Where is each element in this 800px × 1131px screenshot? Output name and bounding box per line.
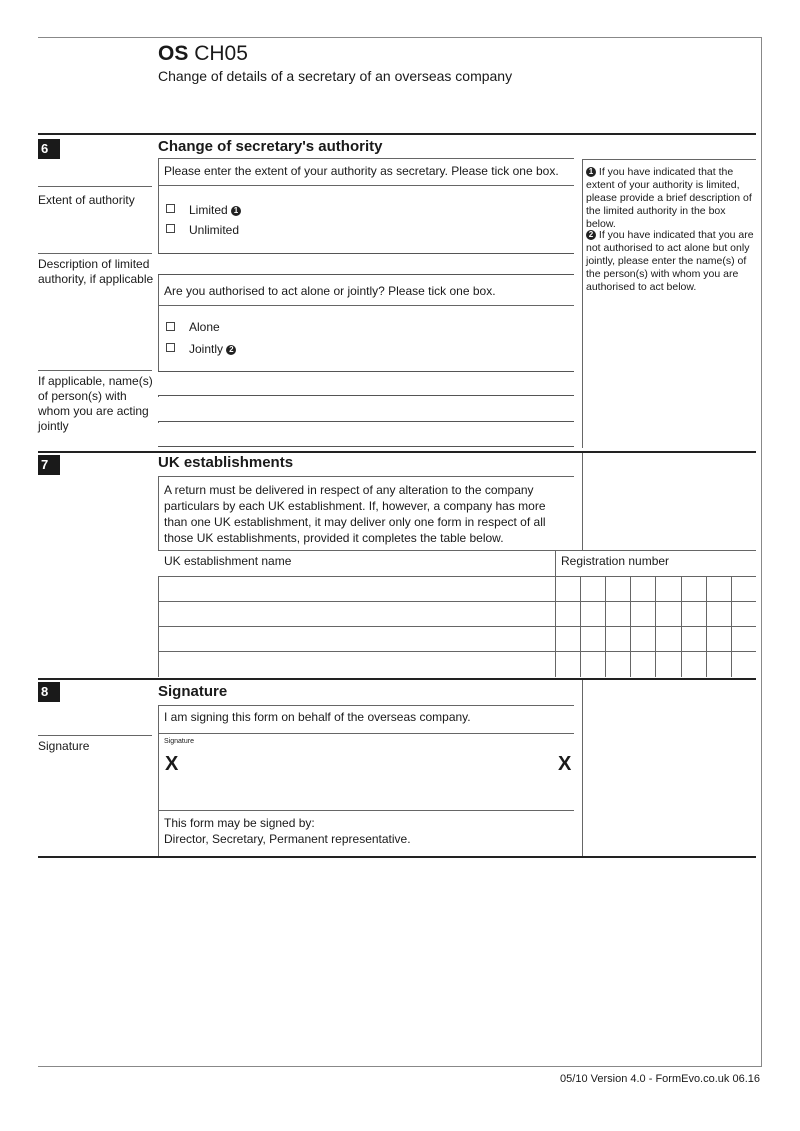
registration-digit-cell[interactable]	[707, 652, 730, 676]
signed-by-title: This form may be signed by:	[164, 816, 315, 830]
note-1-badge-icon: 1	[231, 206, 241, 216]
registration-digit-cell[interactable]	[606, 577, 629, 601]
note-2-icon: 2	[586, 230, 596, 240]
registration-digit-cell[interactable]	[631, 627, 654, 651]
registration-digit-cell[interactable]	[656, 577, 679, 601]
alone-option-label: Alone	[189, 320, 220, 334]
section7-left-edge	[158, 477, 159, 550]
page-top-border	[38, 37, 762, 38]
section8-rule	[38, 678, 756, 680]
form-code	[158, 42, 248, 66]
registration-digit-cell[interactable]	[606, 602, 629, 626]
section7-number: 7	[38, 455, 60, 475]
joint-person-input-1[interactable]	[158, 372, 574, 395]
form-code-bold: OS	[158, 42, 189, 65]
joint-person-field-2[interactable]	[158, 397, 574, 422]
note-2-text: If you have indicated that you are not authorised to act alone but only jointly, please enter the name(s) of the person(s) with whom you are authorised to act below.	[586, 229, 754, 293]
section6-notes-edge	[582, 159, 583, 448]
signature-label-rule	[38, 735, 152, 736]
registration-digit-cell[interactable]	[556, 627, 579, 651]
signature-box[interactable]	[158, 734, 574, 810]
signed-by-list: Director, Secretary, Permanent representative.	[164, 832, 411, 846]
note-2	[586, 229, 758, 294]
description-label: Description of limited authority, if applicable	[38, 257, 154, 286]
col-header-establishment-name: UK establishment name	[164, 554, 292, 568]
signature-mark-right: X	[558, 753, 572, 775]
establishment-name-input[interactable]	[159, 652, 554, 676]
alone-checkbox[interactable]	[166, 322, 175, 331]
jointly-label-text: Jointly	[189, 342, 224, 356]
establishments-table	[158, 576, 756, 677]
registration-digit-cell[interactable]	[631, 602, 654, 626]
unlimited-checkbox[interactable]	[166, 224, 175, 233]
section8-title: Signature	[158, 683, 228, 700]
table-column-rule	[630, 576, 631, 677]
persons-label-rule	[38, 370, 152, 371]
registration-digit-cell[interactable]	[732, 652, 755, 676]
registration-digit-cell[interactable]	[682, 652, 705, 676]
joint-person-input-3[interactable]	[158, 423, 574, 446]
registration-digit-cell[interactable]	[606, 652, 629, 676]
signature-mark-left: X	[165, 753, 179, 775]
section6-notes-top	[582, 159, 756, 160]
section8-title-rule	[158, 705, 574, 706]
registration-digit-cell[interactable]	[606, 627, 629, 651]
signature-box-caption: Signature	[164, 738, 194, 745]
registration-digit-cell[interactable]	[556, 577, 579, 601]
table-column-rule	[706, 576, 707, 677]
table-column-rule	[681, 576, 682, 677]
registration-digit-cell[interactable]	[732, 627, 755, 651]
jointly-option-label	[189, 341, 236, 357]
limited-authority-description-field[interactable]	[158, 253, 574, 275]
page-bottom-border	[38, 1066, 762, 1067]
registration-digit-cell[interactable]	[682, 602, 705, 626]
section6-rule	[38, 133, 756, 135]
section8-instruction: I am signing this form on behalf of the overseas company.	[164, 710, 471, 724]
limited-option-label	[189, 202, 241, 218]
section8-number: 8	[38, 682, 60, 702]
extent-label-rule	[38, 186, 152, 187]
footer-version: 05/10 Version 4.0 - FormEvo.co.uk 06.16	[560, 1073, 760, 1085]
unlimited-option-label: Unlimited	[189, 223, 240, 237]
registration-digit-cell[interactable]	[556, 652, 579, 676]
table-column-rule	[555, 550, 556, 677]
registration-digit-cell[interactable]	[656, 627, 679, 651]
section8-bottom-rule	[38, 856, 756, 858]
table-column-rule	[731, 576, 732, 677]
table-column-rule	[580, 576, 581, 677]
registration-digit-cell[interactable]	[656, 602, 679, 626]
registration-digit-cell[interactable]	[732, 602, 755, 626]
section6-instruction: Please enter the extent of your authority as secretary. Please tick one box.	[164, 164, 559, 178]
registration-digit-cell[interactable]	[631, 577, 654, 601]
table-column-rule	[605, 576, 606, 677]
limited-authority-description-input[interactable]	[158, 254, 574, 274]
joint-person-field-3[interactable]	[158, 423, 574, 447]
signature-label: Signature	[38, 739, 90, 753]
section7-notes-edge	[582, 453, 583, 550]
registration-digit-cell[interactable]	[581, 627, 604, 651]
joint-person-field-1[interactable]	[158, 371, 574, 396]
table-column-rule	[655, 576, 656, 677]
note-1	[586, 166, 758, 231]
note-2-badge-icon: 2	[226, 345, 236, 355]
act-instruction-rule	[158, 305, 574, 306]
section7-title-rule	[158, 476, 574, 477]
section7-title: UK establishments	[158, 454, 294, 471]
registration-digit-cell[interactable]	[556, 602, 579, 626]
section7-rule	[38, 451, 756, 453]
establishment-name-input[interactable]	[159, 577, 554, 601]
section7-instruction: A return must be delivered in respect of any alteration to the company particulars by each UK establishment. If, however, a company has more than one UK establishment, it may deliver only one form in respect of all those UK establishments, provided it completes the table below.	[164, 483, 546, 545]
joint-person-input-2[interactable]	[158, 397, 574, 421]
establishment-name-input[interactable]	[159, 602, 554, 626]
registration-digit-cell[interactable]	[656, 652, 679, 676]
registration-digit-cell[interactable]	[682, 577, 705, 601]
description-label-rule	[38, 253, 152, 254]
limited-label-text: Limited	[189, 203, 228, 217]
joint-persons-label: If applicable, name(s) of person(s) with whom you are acting jointly	[38, 374, 153, 433]
limited-checkbox[interactable]	[166, 204, 175, 213]
note-1-icon: 1	[586, 167, 596, 177]
registration-digit-cell[interactable]	[732, 577, 755, 601]
page-right-border	[761, 37, 762, 1067]
establishment-name-input[interactable]	[159, 627, 554, 651]
jointly-checkbox[interactable]	[166, 343, 175, 352]
section6-instruction-rule	[158, 185, 574, 186]
note-1-text: If you have indicated that the extent of your authority is limited, please provide a brief description of the limited authority in the box below.	[586, 166, 752, 230]
col-header-registration-number: Registration number	[561, 554, 670, 568]
registration-digit-cell[interactable]	[581, 652, 604, 676]
registration-digit-cell[interactable]	[707, 577, 730, 601]
registration-digit-cell[interactable]	[682, 627, 705, 651]
table-header-top	[158, 550, 756, 551]
registration-digit-cell[interactable]	[581, 602, 604, 626]
section6-title-rule	[158, 158, 574, 159]
signature-box-bottom	[158, 810, 574, 811]
form-code-number: CH05	[194, 42, 248, 65]
registration-digit-cell[interactable]	[631, 652, 654, 676]
page-title: Change of details of a secretary of an overseas company	[158, 68, 513, 84]
registration-digit-cell[interactable]	[581, 577, 604, 601]
table-column-rule	[158, 576, 159, 677]
registration-digit-cell[interactable]	[707, 627, 730, 651]
registration-digit-cell[interactable]	[707, 602, 730, 626]
section6-number: 6	[38, 139, 60, 159]
act-alone-instruction: Are you authorised to act alone or jointly? Please tick one box.	[164, 284, 496, 298]
extent-of-authority-label: Extent of authority	[38, 193, 135, 207]
section8-notes-edge	[582, 680, 583, 856]
section6-title: Change of secretary's authority	[158, 138, 383, 155]
